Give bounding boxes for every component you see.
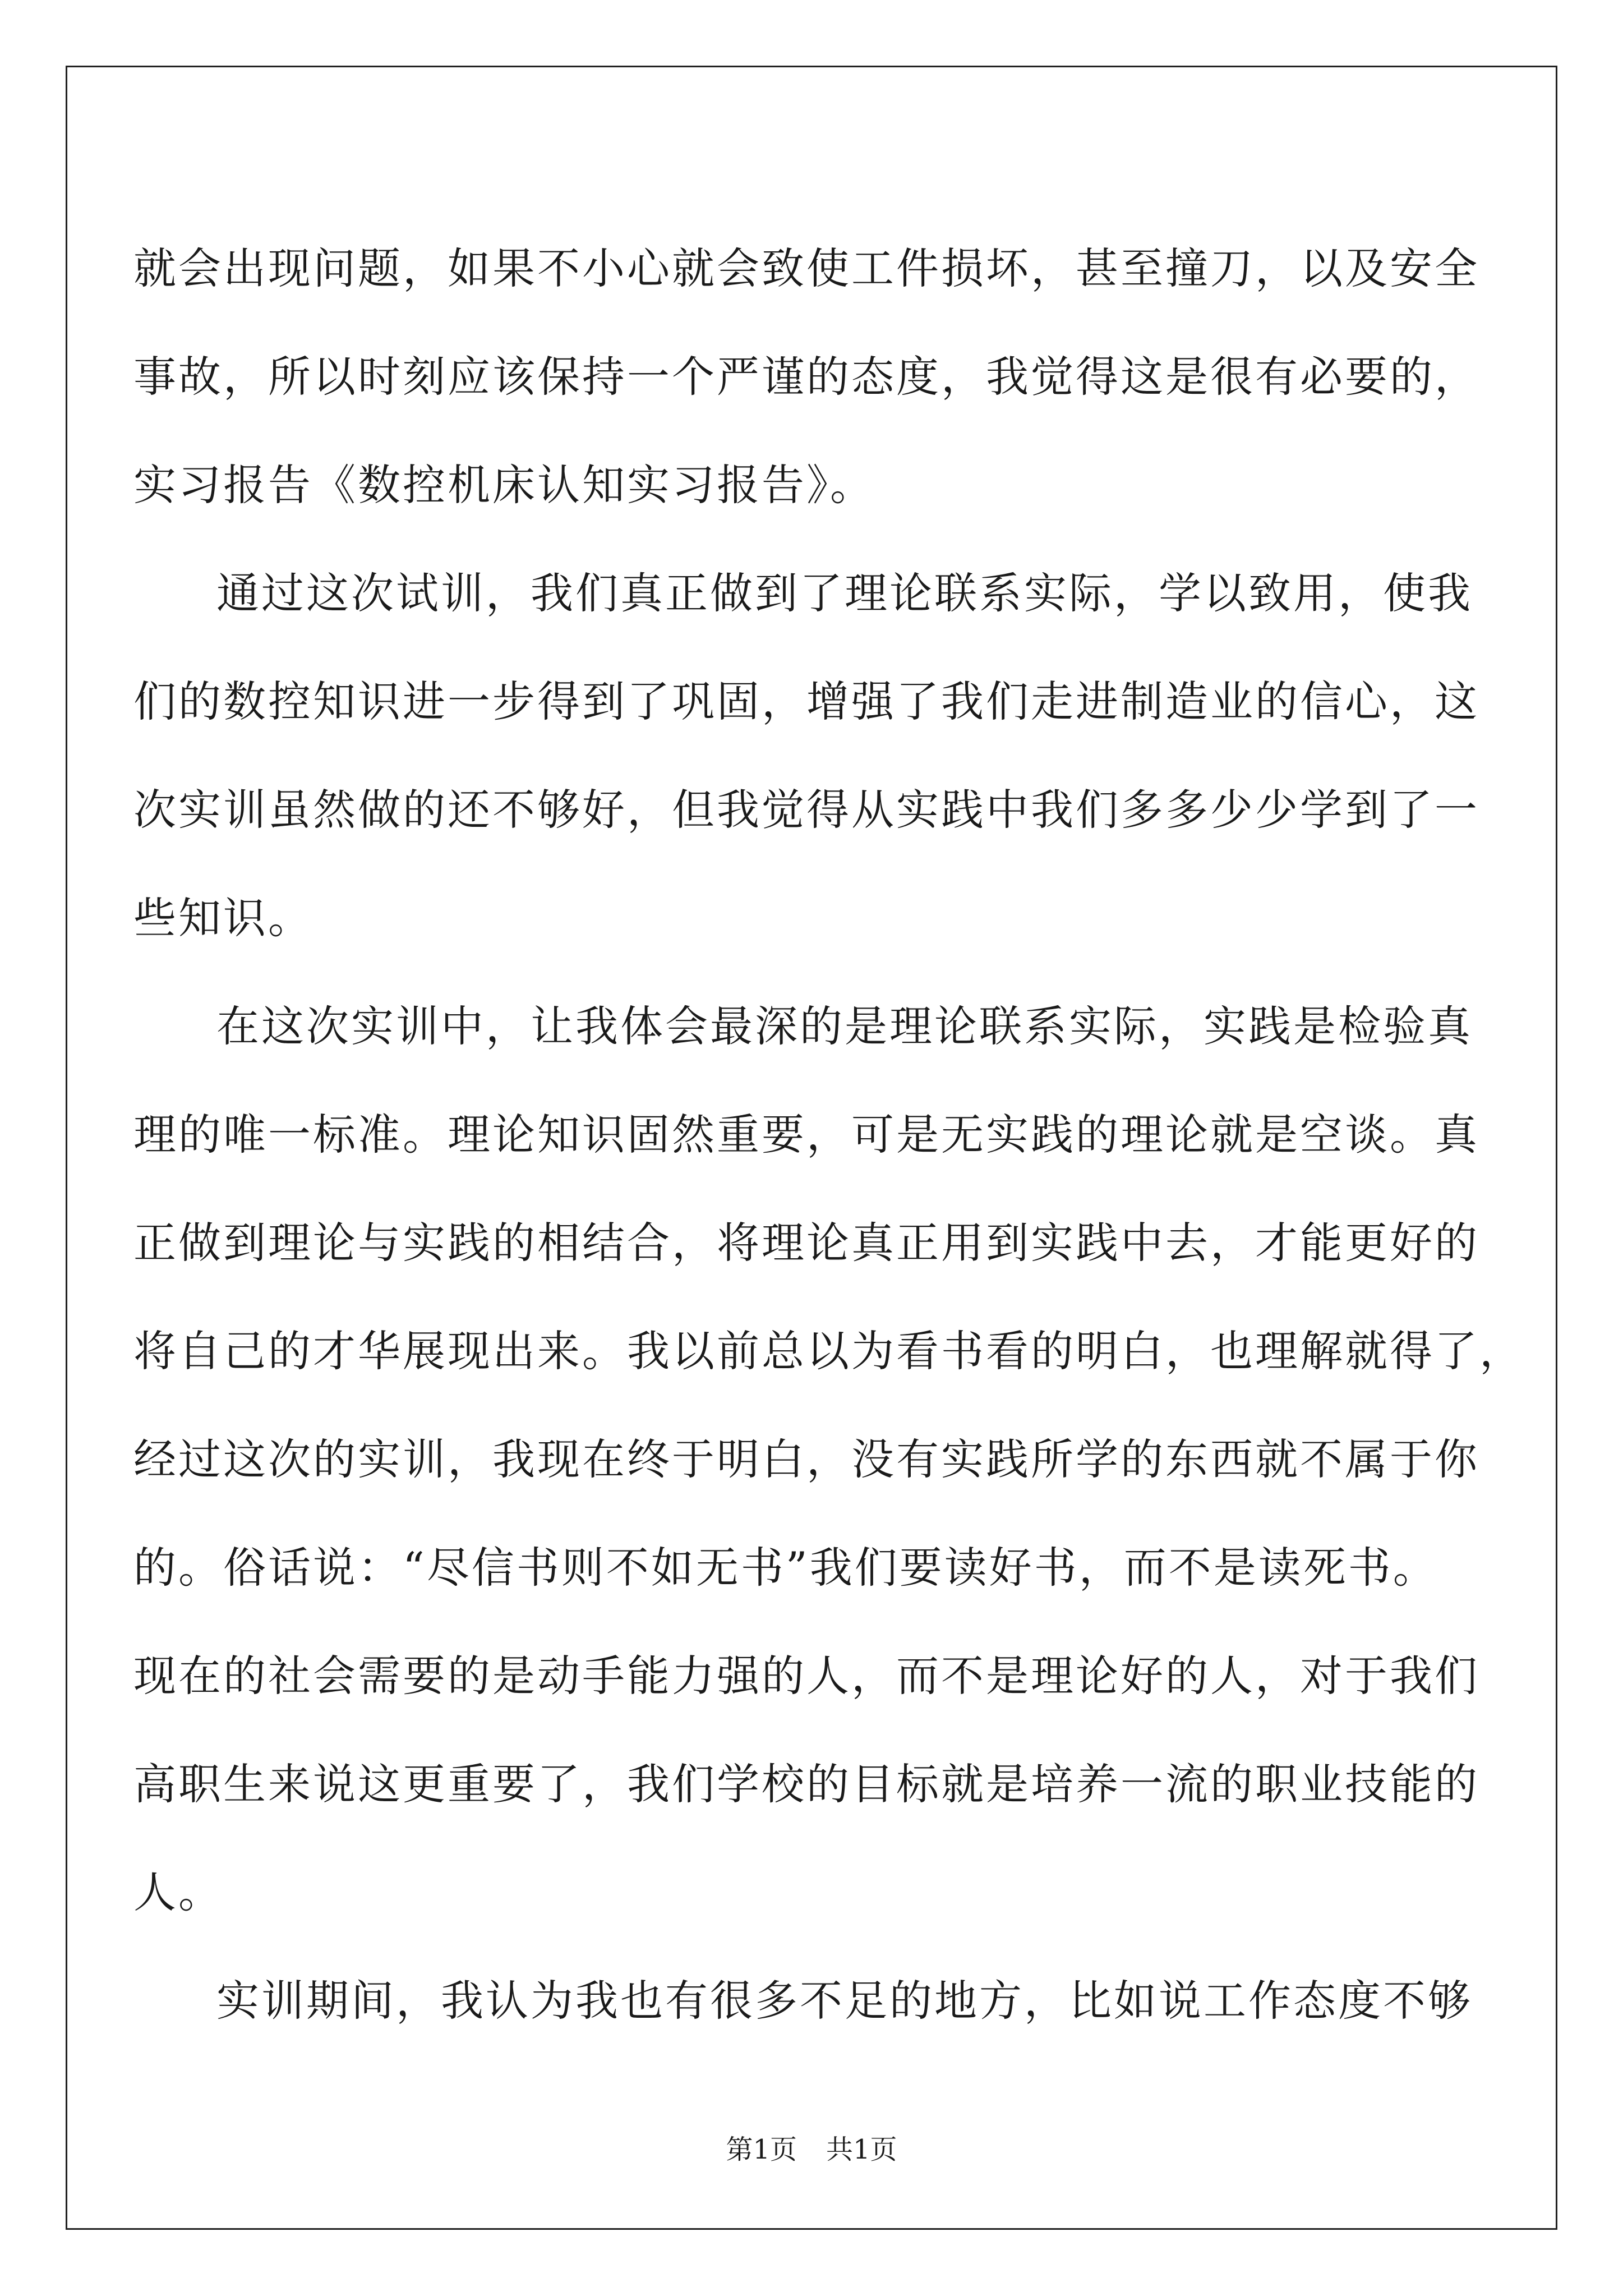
page-number: 第1页 xyxy=(726,2134,797,2165)
text-line: 事故，所以时刻应该保持一个严谨的态度，我觉得这是很有必要的， xyxy=(133,352,1479,402)
text-line: 实习报告《数控机床认知实习报告》。 xyxy=(133,460,875,510)
document-body xyxy=(133,214,1524,2055)
text-line: 人。 xyxy=(133,1867,223,1917)
text-line: 经过这次的实训，我现在终于明白，没有实践所学的东西就不属于你 xyxy=(133,1434,1479,1484)
text-line: 的。俗话说：“尽信书则不如无书”我们要读好书，而不是读死书。 xyxy=(133,1543,1438,1593)
text-line: 正做到理论与实践的相结合，将理论真正用到实践中去，才能更好的 xyxy=(133,1218,1479,1268)
text-line: 高职生来说这更重要了，我们学校的目标就是培养一流的职业技能的 xyxy=(133,1759,1479,1809)
page-footer xyxy=(0,2133,1623,2166)
text-line: 理的唯一标准。理论知识固然重要，可是无实践的理论就是空谈。真 xyxy=(133,1110,1479,1159)
text-line: 就会出现问题，如果不小心就会致使工件损坏，甚至撞刀，以及安全 xyxy=(133,243,1479,293)
paragraph-start-line: 在这次实训中，让我体会最深的是理论联系实际，实践是检验真 xyxy=(216,1001,1473,1051)
paragraph-start-line: 实训期间，我认为我也有很多不足的地方，比如说工作态度不够 xyxy=(216,1976,1473,2026)
page-total: 共1页 xyxy=(826,2134,897,2165)
paragraph-start-line: 通过这次试训，我们真正做到了理论联系实际，学以致用，使我 xyxy=(216,568,1473,618)
text-line: 将自己的才华展现出来。我以前总以为看书看的明白，也理解就得了， xyxy=(133,1326,1524,1376)
text-line: 现在的社会需要的是动手能力强的人，而不是理论好的人，对于我们 xyxy=(133,1651,1479,1701)
text-line: 些知识。 xyxy=(133,893,313,943)
text-line: 们的数控知识进一步得到了巩固，增强了我们走进制造业的信心，这 xyxy=(133,677,1479,726)
text-line: 次实训虽然做的还不够好，但我觉得从实践中我们多多少少学到了一 xyxy=(133,785,1479,835)
